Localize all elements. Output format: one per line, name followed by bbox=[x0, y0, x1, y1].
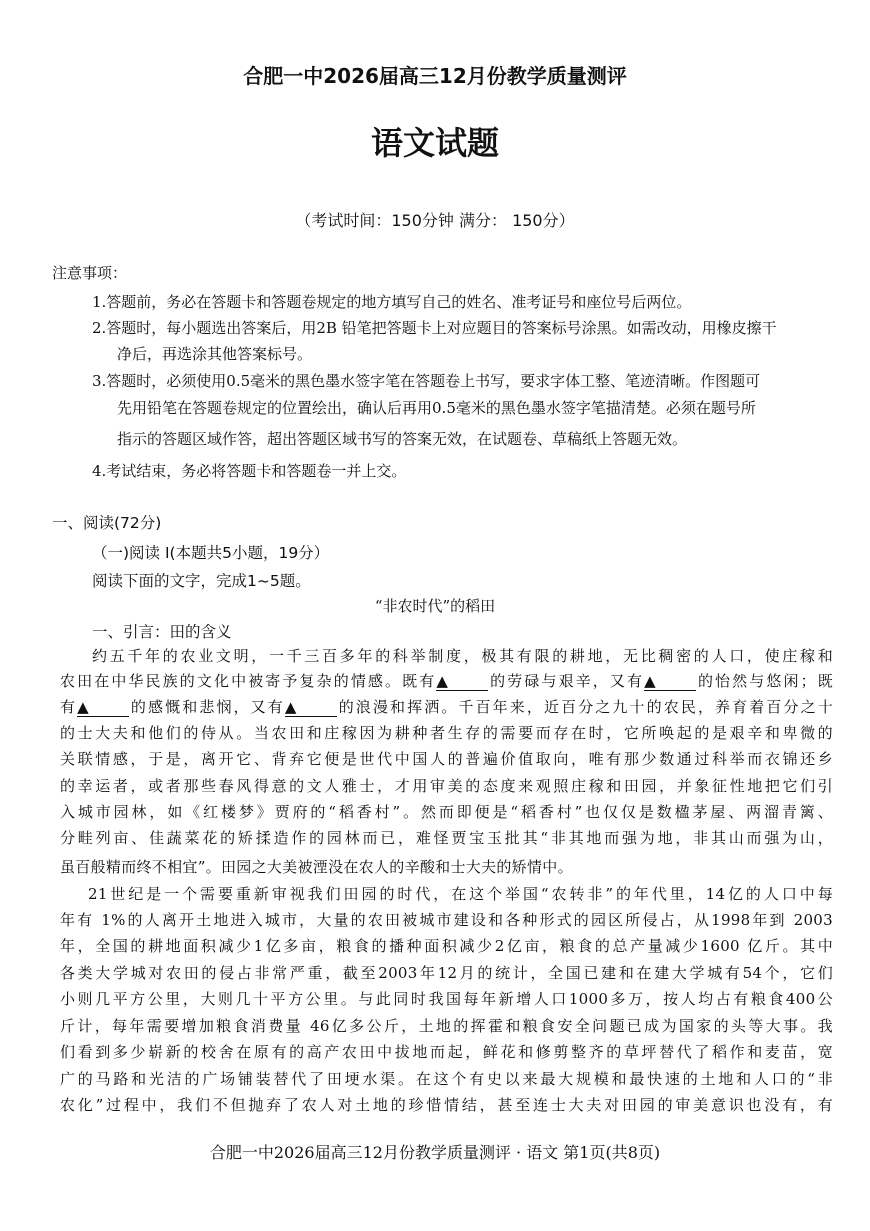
exam-info: （考试时间：150分钟 满分： 150分） bbox=[295, 211, 575, 230]
article-line: 关联情感，于是，离开它、背弃它便是世代中国人的普遍价值取向，唯有那少数通过科举而衣锦还乡 bbox=[60, 750, 833, 768]
article-line: 年，全国的耕地面积减少1亿多亩，粮食的播种面积减少2亿亩，粮食的总产量减少1600 亿斤。其中 bbox=[60, 937, 833, 955]
article-line: 虽百般精而终不相宜”。田园之大美被湮没在农人的辛酸和士大夫的矫情中。 bbox=[60, 858, 573, 876]
article-line: 的士大夫和他们的侍从。当农田和庄稼因为耕种者生存的需要而存在时，它所唤起的是艰辛和卑微的 bbox=[60, 724, 833, 742]
reading-instruction: 阅读下面的文字，完成1~5题。 bbox=[92, 572, 311, 590]
exam-header: 合肥一中2026届高三12月份教学质量测评 bbox=[243, 64, 627, 88]
answer-blank: ▲ bbox=[644, 672, 696, 691]
article-line: 们看到多少崭新的校舍在原有的高产农田中拔地而起，鲜花和修剪整齐的草坪替代了稻作和麦苗，宽 bbox=[60, 1043, 833, 1061]
answer-blank: ▲ bbox=[436, 672, 488, 691]
notice-item-3-cont2: 指示的答题区域作答，超出答题区域书写的答案无效，在试题卷、草稿纸上答题无效。 bbox=[117, 430, 688, 448]
paper-title: 语文试题 bbox=[370, 124, 499, 162]
notice-item-4: 4.考试结束，务必将答题卡和答题卷一并上交。 bbox=[92, 462, 407, 480]
article-line: 斤计，每年需要增加粮食消费量 46亿多公斤，土地的挥霍和粮食安全问题已成为国家的头等大事。我 bbox=[60, 1017, 833, 1035]
article-line: 入城市园林，如《红楼梦》贾府的“稻香村”。然而即便是“稻香村”也仅仅是数楹茅屋、两溜青篱、 bbox=[60, 803, 833, 821]
notice-item-2-cont: 净后，再选涂其他答案标号。 bbox=[117, 345, 313, 363]
answer-blank: ▲ bbox=[77, 698, 129, 717]
page-footer: 合肥一中2026届高三12月份教学质量测评 · 语文 第1页(共8页) bbox=[209, 1143, 661, 1162]
notice-item-1: 1.答题前，务必在答题卡和答题卷规定的地方填写自己的姓名、准考证号和座位号后两位。 bbox=[92, 293, 692, 311]
article-line: 农田在中华民族的文化中被寄予复杂的情感。既有▲ 的劳碌与艰辛，又有▲ 的怡然与悠闲；既 bbox=[60, 672, 833, 690]
article-title: “非农时代”的稻田 bbox=[374, 597, 496, 615]
notice-item-2: 2.答题时，每小题选出答案后，用2B 铅笔把答题卡上对应题目的答案标号涂黑。如需改动，用橡皮擦干 bbox=[92, 319, 777, 337]
article-section-heading: 一、引言：田的含义 bbox=[92, 623, 232, 641]
article-line: 的幸运者，或者那些春风得意的文人雅士，才用审美的态度来观照庄稼和田园，并象征性地把它们引 bbox=[60, 777, 833, 795]
subsection-heading: （一)阅读 Ⅰ(本题共5小题，19分） bbox=[92, 544, 330, 562]
answer-blank: ▲ bbox=[285, 698, 337, 717]
article-line: 约五千年的农业文明，一千三百多年的科举制度，极其有限的耕地，无比稠密的人口，使庄稼和 bbox=[92, 647, 833, 665]
section-heading: 一、阅读(72分) bbox=[52, 514, 162, 532]
notice-item-3-cont: 先用铅笔在答题卷规定的位置绘出，确认后再用0.5毫米的黑色墨水签字笔描清楚。必须在题号所 bbox=[117, 399, 756, 417]
article-line: 年有 1%的人离开土地进入城市，大量的农田被城市建设和各种形式的园区所侵占，从1998年到 2003 bbox=[60, 911, 833, 929]
article-line: 21世纪是一个需要重新审视我们田园的时代，在这个举国“农转非”的年代里，14亿的人口中每 bbox=[88, 885, 833, 903]
article-line: 小则几平方公里，大则几十平方公里。与此同时我国每年新增人口1000多万，按人均占有粮食400公 bbox=[60, 990, 833, 1008]
article-line: 各类大学城对农田的侵占非常严重，截至2003年12月的统计，全国已建和在建大学城有54个，它们 bbox=[60, 964, 833, 982]
article-line: 有▲ 的感慨和悲悯，又有▲ 的浪漫和挥洒。千百年来，近百分之九十的农民，养育着百分之十 bbox=[60, 698, 833, 716]
article-line: 农化”过程中，我们不但抛弃了农人对土地的珍惜情结，甚至连士大夫对田园的审美意识也没有，有 bbox=[60, 1096, 833, 1114]
notice-heading: 注意事项： bbox=[52, 264, 128, 282]
notice-item-3: 3.答题时，必须使用0.5毫米的黑色墨水签字笔在答题卷上书写，要求字体工整、笔迹清晰。作图题可 bbox=[92, 372, 761, 390]
article-line: 分畦列亩、佳蔬菜花的矫揉造作的园林而已，难怪贾宝玉批其“非其地而强为地，非其山而强为山， bbox=[60, 829, 833, 847]
article-line: 广的马路和光洁的广场铺装替代了田埂水渠。在这个有史以来最大规模和最快速的土地和人口的“非 bbox=[60, 1070, 833, 1088]
